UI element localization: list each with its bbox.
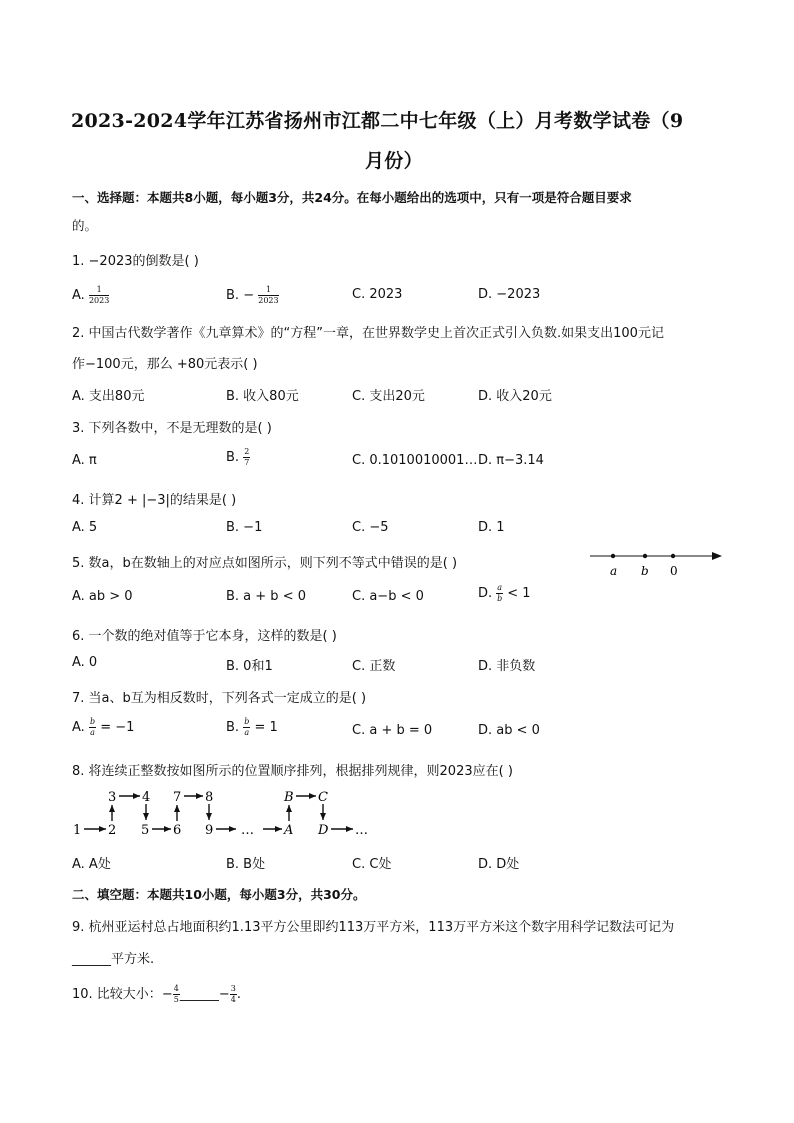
q9-stem-line1: 9. 杭州亚运村总占地面积约1.13平方公里即约113万平方米，113万平方米这个数字用科学记数法可记为 — [72, 920, 675, 935]
q8-option-c: C. C处 — [352, 857, 392, 872]
q2-option-a: A. 支出80元 — [72, 389, 145, 404]
seq-7: 7 — [173, 790, 182, 805]
q6-option-d: D. 非负数 — [478, 659, 536, 674]
seq-8: 8 — [205, 790, 214, 805]
q10-fraction-2: $\frac{3}{4}$ — [230, 984, 236, 1004]
q1-a-fraction: $\frac{1}{2023}$ — [88, 285, 110, 305]
seq-D: D — [318, 823, 329, 838]
number-line-label-b: b — [641, 564, 649, 578]
q1-b-fraction: $\frac{1}{2023}$ — [258, 285, 279, 305]
q10-answer-blank: ______ — [179, 987, 219, 1002]
q5-number-line — [588, 545, 728, 581]
q7-a-fraction: $\frac{b}{a}$ — [89, 717, 96, 737]
number-line-label-a: a — [610, 564, 618, 578]
q5-d-fraction: $\frac{a}{b}$ — [497, 583, 503, 603]
q1-option-d: D. −2023 — [478, 287, 541, 302]
q10-stem: 10. 比较大小：− $\frac{4}{5}$ ______− $\frac{3}{4}$ . — [72, 984, 241, 1004]
q3-option-a: A. π — [72, 453, 97, 468]
q10-fraction-1: $\frac{4}{5}$ — [173, 984, 179, 1004]
q8-option-b: B. B处 — [226, 857, 266, 872]
q3-option-c: C. 0.1010010001… — [352, 453, 478, 468]
q7-b-fraction: $\frac{b}{a}$ — [244, 717, 250, 737]
seq-3: 3 — [108, 790, 117, 805]
q8-sequence-diagram — [70, 785, 380, 841]
q6-option-c: C. 正数 — [352, 659, 396, 674]
q5-option-c: C. a−b < 0 — [352, 589, 424, 604]
q4-stem: 4. 计算2 + |−3|的结果是( ) — [72, 493, 237, 508]
seq-9: 9 — [205, 823, 214, 838]
q4-option-c: C. −5 — [352, 520, 389, 535]
seq-B: B — [284, 790, 294, 805]
q1-option-a: A. $\frac{1}{2023}$ — [72, 285, 110, 305]
q6-option-b: B. 0和1 — [226, 659, 273, 674]
q7-option-b: B. $\frac{b}{a}$ = 1 — [226, 717, 278, 737]
section1-heading-line2: 的。 — [72, 218, 98, 233]
number-line-point-a — [611, 554, 615, 558]
q1-stem: 1. −2023的倒数是( ) — [72, 254, 199, 269]
q5-stem: 5. 数a，b在数轴上的对应点如图所示，则下列不等式中错误的是( ) — [72, 556, 458, 571]
seq-ellipsis-1: … — [241, 823, 254, 838]
q7-option-a: A. $\frac{b}{a}$ = −1 — [72, 717, 135, 737]
seq-4: 4 — [142, 790, 151, 805]
q3-option-b: B. $\frac{2}{7}$ — [226, 447, 250, 467]
q8-option-a: A. A处 — [72, 857, 111, 872]
q6-stem: 6. 一个数的绝对值等于它本身，这样的数是( ) — [72, 629, 337, 644]
seq-5: 5 — [141, 823, 150, 838]
seq-6: 6 — [173, 823, 182, 838]
q8-stem: 8. 将连续正整数按如图所示的位置顺序排列，根据排列规律，则2023应在( ) — [72, 764, 513, 779]
q6-option-a: A. 0 — [72, 655, 98, 670]
number-line-point-b — [643, 554, 647, 558]
q3-option-d: D. π−3.14 — [478, 453, 544, 468]
q1-option-b: B. − $\frac{1}{2023}$ — [226, 285, 279, 305]
seq-2: 2 — [108, 823, 117, 838]
q7-stem: 7. 当a、b互为相反数时，下列各式一定成立的是( ) — [72, 691, 367, 706]
q4-option-b: B. −1 — [226, 520, 263, 535]
number-line-point-0 — [671, 554, 675, 558]
page-title-line1: 2023-2024学年江苏省扬州市江都二中七年级（上）月考数学试卷（9 — [71, 110, 684, 132]
q5-option-d: D. $\frac{a}{b}$ < 1 — [478, 583, 531, 603]
page-title-line2: 月份） — [365, 150, 423, 172]
q5-option-a: A. ab > 0 — [72, 589, 133, 604]
q4-option-a: A. 5 — [72, 520, 98, 535]
seq-C: C — [318, 790, 328, 805]
q9-stem-line2: ______平方米. — [72, 952, 155, 967]
seq-ellipsis-2: … — [355, 823, 368, 838]
q2-option-b: B. 收入80元 — [226, 389, 299, 404]
q1-option-c: C. 2023 — [352, 287, 403, 302]
q4-option-d: D. 1 — [478, 520, 505, 535]
q2-option-c: C. 支出20元 — [352, 389, 425, 404]
q2-stem-line2: 作−100元，那么 +80元表示( ) — [72, 357, 258, 372]
section2-heading: 二、填空题：本题共10小题，每小题3分，共30分。 — [72, 887, 366, 902]
q3-stem: 3. 下列各数中，不是无理数的是( ) — [72, 421, 272, 436]
q7-option-c: C. a + b = 0 — [352, 723, 433, 738]
q2-option-d: D. 收入20元 — [478, 389, 552, 404]
seq-A: A — [284, 823, 294, 838]
q7-option-d: D. ab < 0 — [478, 723, 540, 738]
section1-heading-line1: 一、选择题：本题共8小题，每小题3分，共24分。在每小题给出的选项中，只有一项是符合题目要求 — [72, 190, 632, 205]
q3-b-fraction: $\frac{2}{7}$ — [244, 447, 250, 467]
number-line-arrowhead — [712, 552, 722, 560]
q5-option-b: B. a + b < 0 — [226, 589, 306, 604]
q8-option-d: D. D处 — [478, 857, 520, 872]
seq-1: 1 — [73, 823, 82, 838]
number-line-label-0: 0 — [670, 564, 678, 578]
q2-stem-line1: 2. 中国古代数学著作《九章算术》的“方程”一章，在世界数学史上首次正式引入负数.如果支出100元记 — [72, 326, 664, 341]
